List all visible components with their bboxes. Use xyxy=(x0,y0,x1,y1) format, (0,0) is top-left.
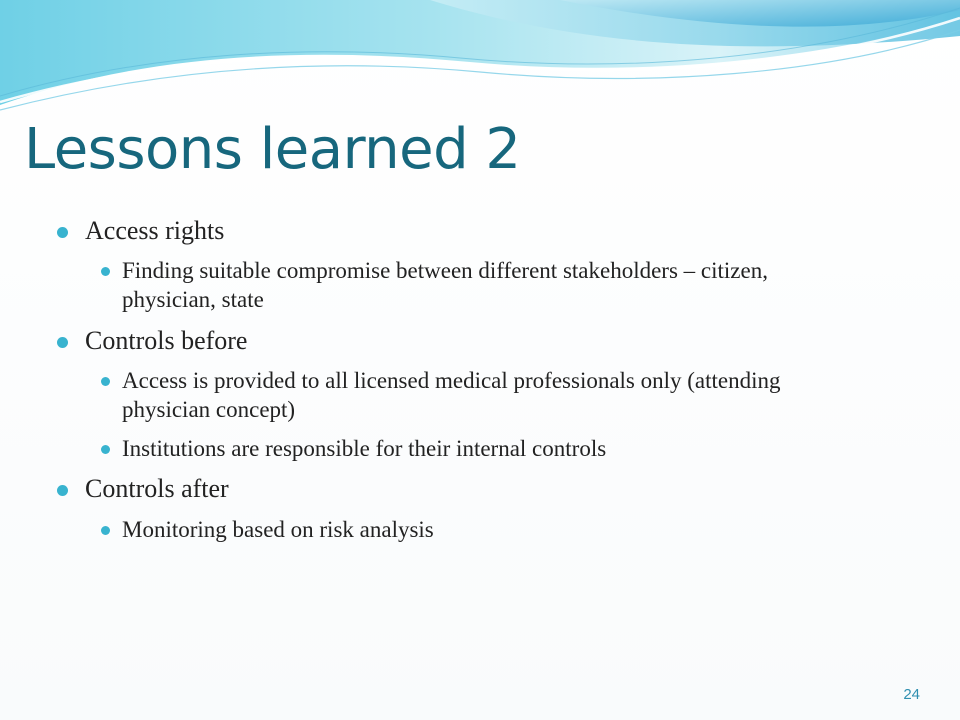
sub-bullet xyxy=(56,366,856,424)
sub-bullet xyxy=(56,515,856,544)
sub-bullet xyxy=(56,434,856,463)
slide-title: Lessons learned 2 xyxy=(24,117,521,182)
bullet-dot-icon xyxy=(101,267,110,276)
bullet-dot-icon xyxy=(101,526,110,535)
bullet-list xyxy=(56,215,856,544)
bullet-dot-icon xyxy=(57,227,68,238)
bullet-text: Controls before xyxy=(85,325,248,355)
bullet-access-rights xyxy=(56,215,856,246)
bullet-dot-icon xyxy=(57,485,68,496)
bullet-dot-icon xyxy=(101,377,110,386)
sub-bullet xyxy=(56,256,856,314)
bullet-dot-icon xyxy=(57,337,68,348)
bullet-text: Controls after xyxy=(85,474,229,504)
sub-bullet-text: Finding suitable compromise between different stakeholders – citizen, physician, state xyxy=(122,258,768,313)
bullet-dot-icon xyxy=(101,445,110,454)
decorative-wave-header xyxy=(0,0,960,120)
bullet-text: Access rights xyxy=(85,216,225,245)
bullet-controls-before xyxy=(56,325,856,356)
sub-bullet-text: Institutions are responsible for their internal controls xyxy=(122,436,607,462)
sub-bullet-text: Access is provided to all licensed medical professionals only (attending physician concept) xyxy=(122,367,781,422)
sub-bullet-text: Monitoring based on risk analysis xyxy=(122,516,434,542)
page-number: 24 xyxy=(903,686,920,703)
bullet-controls-after xyxy=(56,473,856,504)
